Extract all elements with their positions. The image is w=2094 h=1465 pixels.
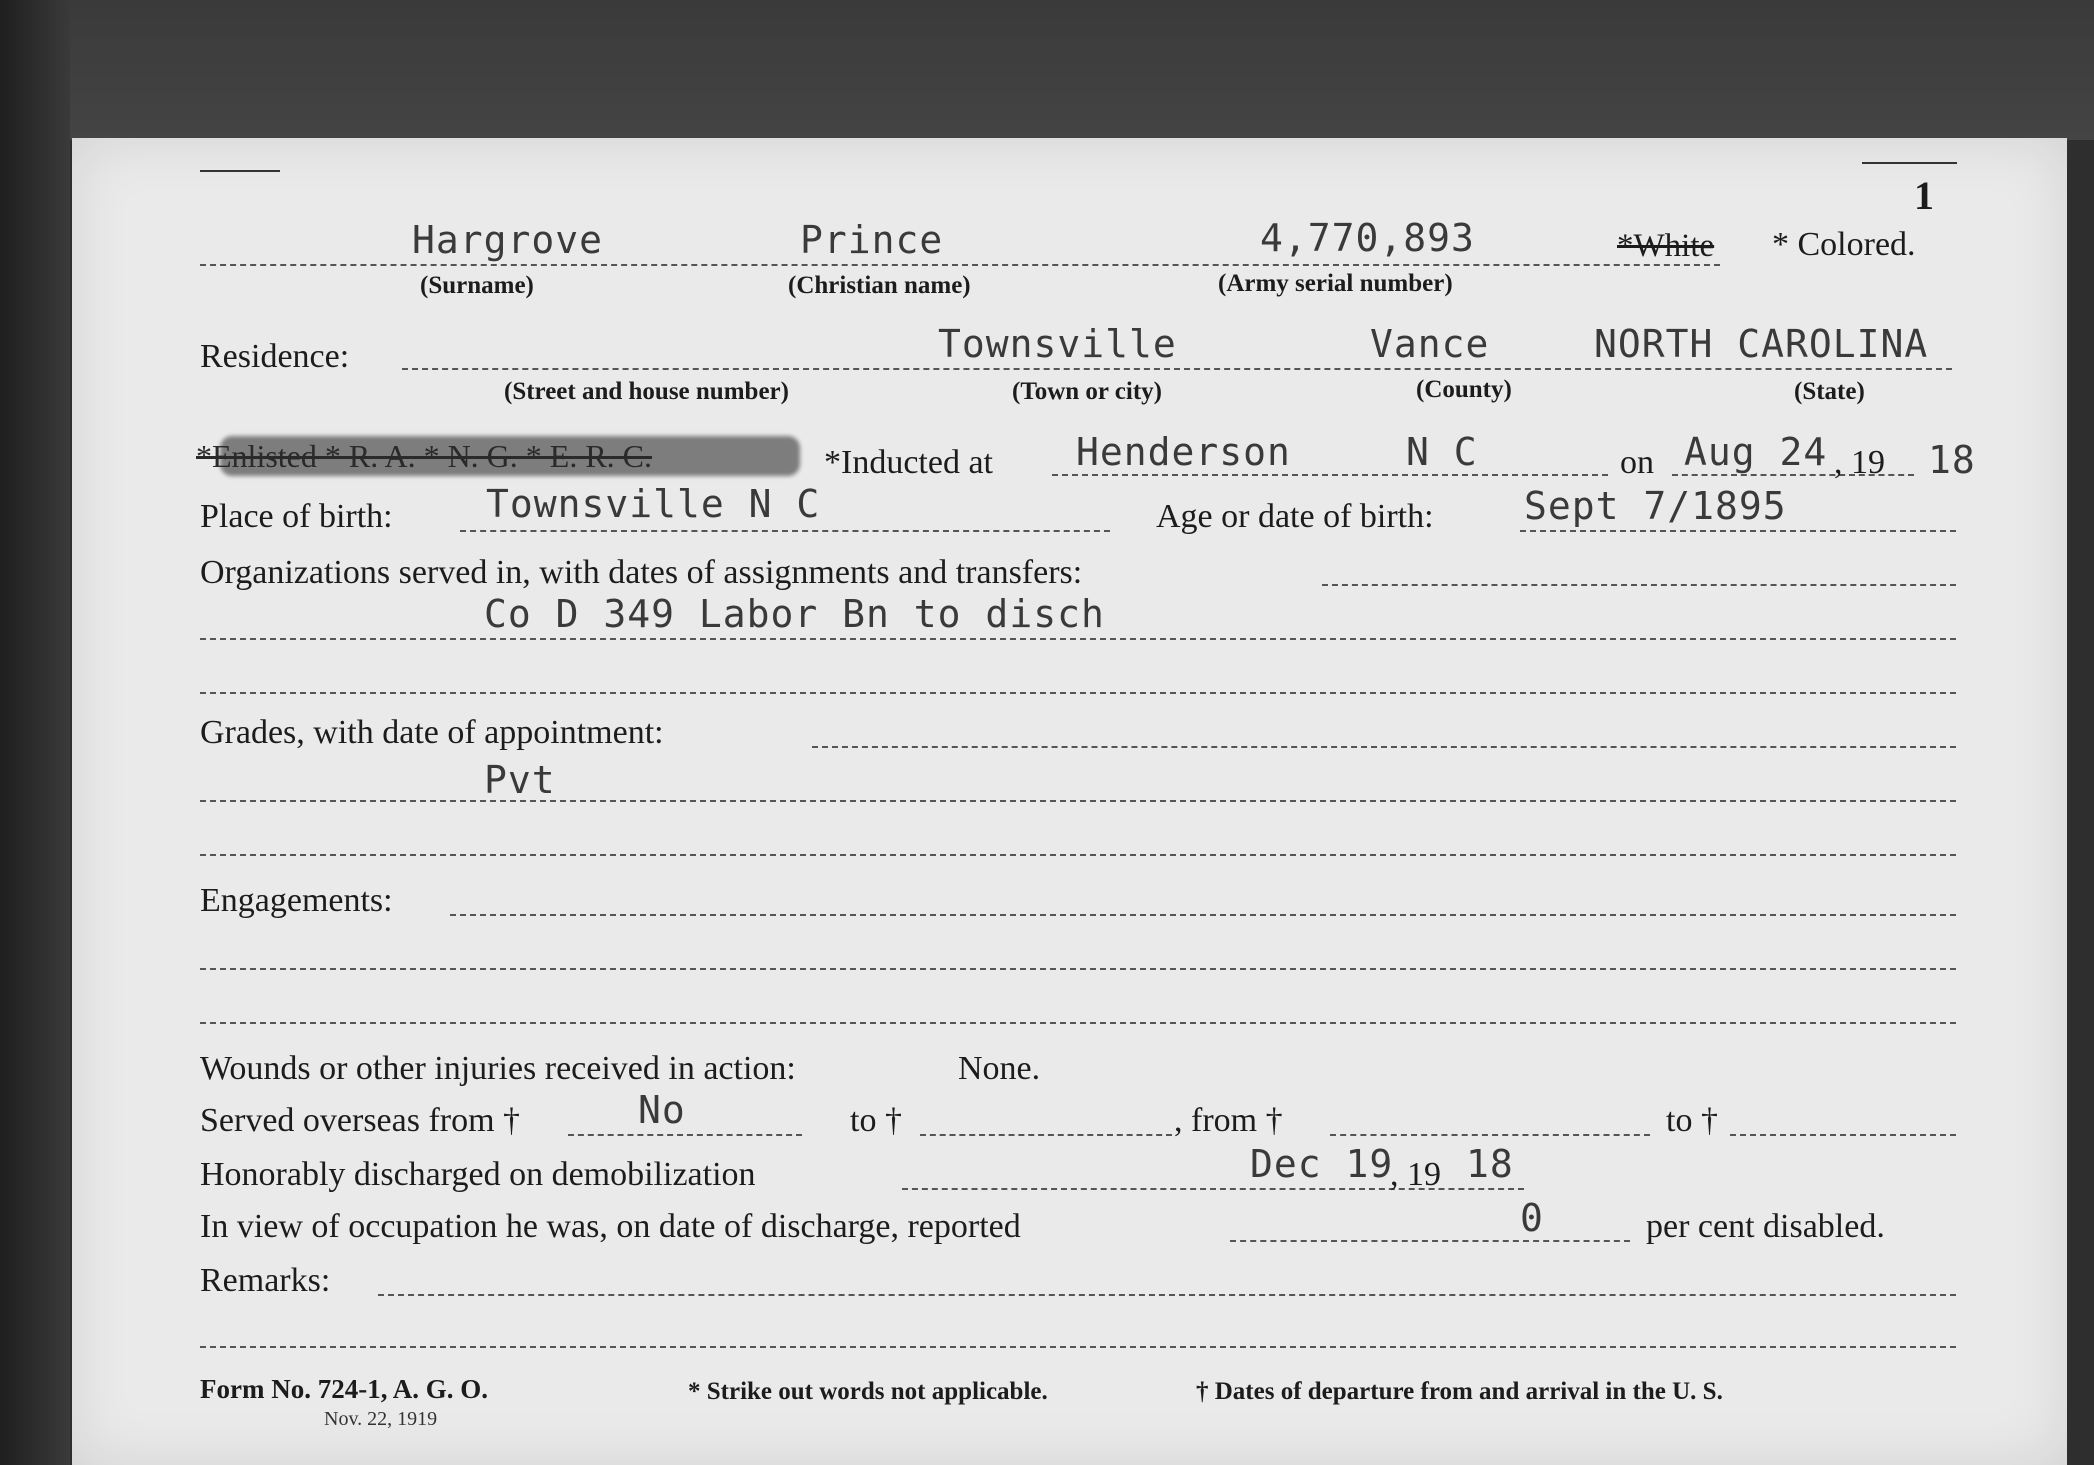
form-date: Nov. 22, 1919 [324,1408,438,1430]
inducted-label: *Inducted at [824,444,993,481]
remarks-line-1 [378,1294,1956,1296]
card-number: 1 [1914,173,1934,218]
overseas-to2-label: to † [1666,1102,1718,1139]
footnote-dates: † Dates of departure from and arrival in the U. S. [1196,1378,1723,1405]
county-caption: (County) [1416,376,1512,403]
grades-label: Grades, with date of appointment: [200,714,664,751]
overseas-from2-label: , from † [1174,1102,1283,1139]
induction-year-value: 18 [1928,438,1976,482]
grades-line-1 [812,746,1956,748]
birth-place-line [460,530,1110,532]
induction-date-value: Aug 24 [1684,430,1828,474]
residence-line [402,368,1952,370]
birth-place-value: Townsville N C [486,482,821,526]
state-caption: (State) [1794,378,1865,405]
street-caption: (Street and house number) [504,378,789,405]
discharge-date-value: Dec 19 [1250,1142,1394,1186]
age-label: Age or date of birth: [1156,498,1434,535]
birth-date-value: Sept 7/1895 [1524,484,1787,528]
organizations-value: Co D 349 Labor Bn to disch [484,592,1105,636]
surname-caption: (Surname) [420,272,534,299]
inducted-line [1052,474,1608,476]
engagements-line-2 [200,968,1956,970]
christian-name-value: Prince [800,218,944,262]
overseas-to2-line [1730,1134,1956,1136]
on-label: on [1620,444,1654,481]
town-caption: (Town or city) [1012,378,1162,405]
remarks-line-2 [200,1346,1956,1348]
birth-place-label: Place of birth: [200,498,393,535]
overseas-to-label: to † [850,1102,902,1139]
disability-line [1230,1240,1630,1242]
overseas-from-line [568,1134,802,1136]
organizations-line-3 [200,692,1956,694]
disability-suffix: per cent disabled. [1646,1208,1885,1245]
overseas-from2-line [1330,1134,1650,1136]
engagements-line-3 [200,1022,1956,1024]
form-number: Form No. 724-1, A. G. O. [200,1374,488,1404]
name-line [200,264,1720,266]
scan-background-top [0,0,2094,140]
remarks-label: Remarks: [200,1262,331,1299]
organizations-line-1 [1322,584,1956,586]
organizations-line-2 [200,638,1956,640]
county-value: Vance [1370,322,1490,366]
discharge-label: Honorably discharged on demobilization [200,1156,756,1193]
serial-caption: (Army serial number) [1218,270,1453,297]
town-value: Townsville [938,322,1177,366]
engagements-label: Engagements: [200,882,393,919]
inducted-state-value: N C [1406,430,1478,474]
wounds-value: None. [958,1050,1041,1087]
grade-value: Pvt [484,758,556,802]
overseas-to-line [920,1134,1172,1136]
grades-line-2 [200,800,1956,802]
organizations-label: Organizations served in, with dates of assignments and transfers: [200,554,1083,591]
footnote-strike: * Strike out words not applicable. [688,1378,1048,1405]
top-right-rule [1862,162,1957,164]
service-record-card [72,138,2067,1465]
birth-date-line [1520,530,1956,532]
discharge-year-value: 18 [1466,1142,1514,1186]
disability-value: 0 [1520,1196,1544,1240]
discharge-year-prefix: , 19 [1390,1156,1441,1193]
engagements-line-1 [450,914,1956,916]
race-white-option: *White [1617,228,1715,264]
top-left-rule [200,170,280,172]
overseas-label: Served overseas from † [200,1102,521,1139]
scan-background-left [0,0,70,1465]
disability-label: In view of occupation he was, on date of discharge, reported [200,1208,1021,1245]
surname-value: Hargrove [412,218,604,262]
grades-line-3 [200,854,1956,856]
race-colored-option: * Colored. [1772,226,1916,263]
wounds-label: Wounds or other injuries received in action: [200,1050,796,1087]
inducted-place-value: Henderson [1076,430,1291,474]
overseas-value: No [638,1088,686,1132]
christian-name-caption: (Christian name) [788,272,971,299]
induction-year-prefix: , 19 [1834,444,1885,481]
serial-number-value: 4,770,893 [1260,216,1475,260]
enlisted-options: *Enlisted * R. A. * N. G. * E. R. C. [196,438,653,474]
residence-label: Residence: [200,338,350,375]
state-value: NORTH CAROLINA [1594,322,1929,366]
